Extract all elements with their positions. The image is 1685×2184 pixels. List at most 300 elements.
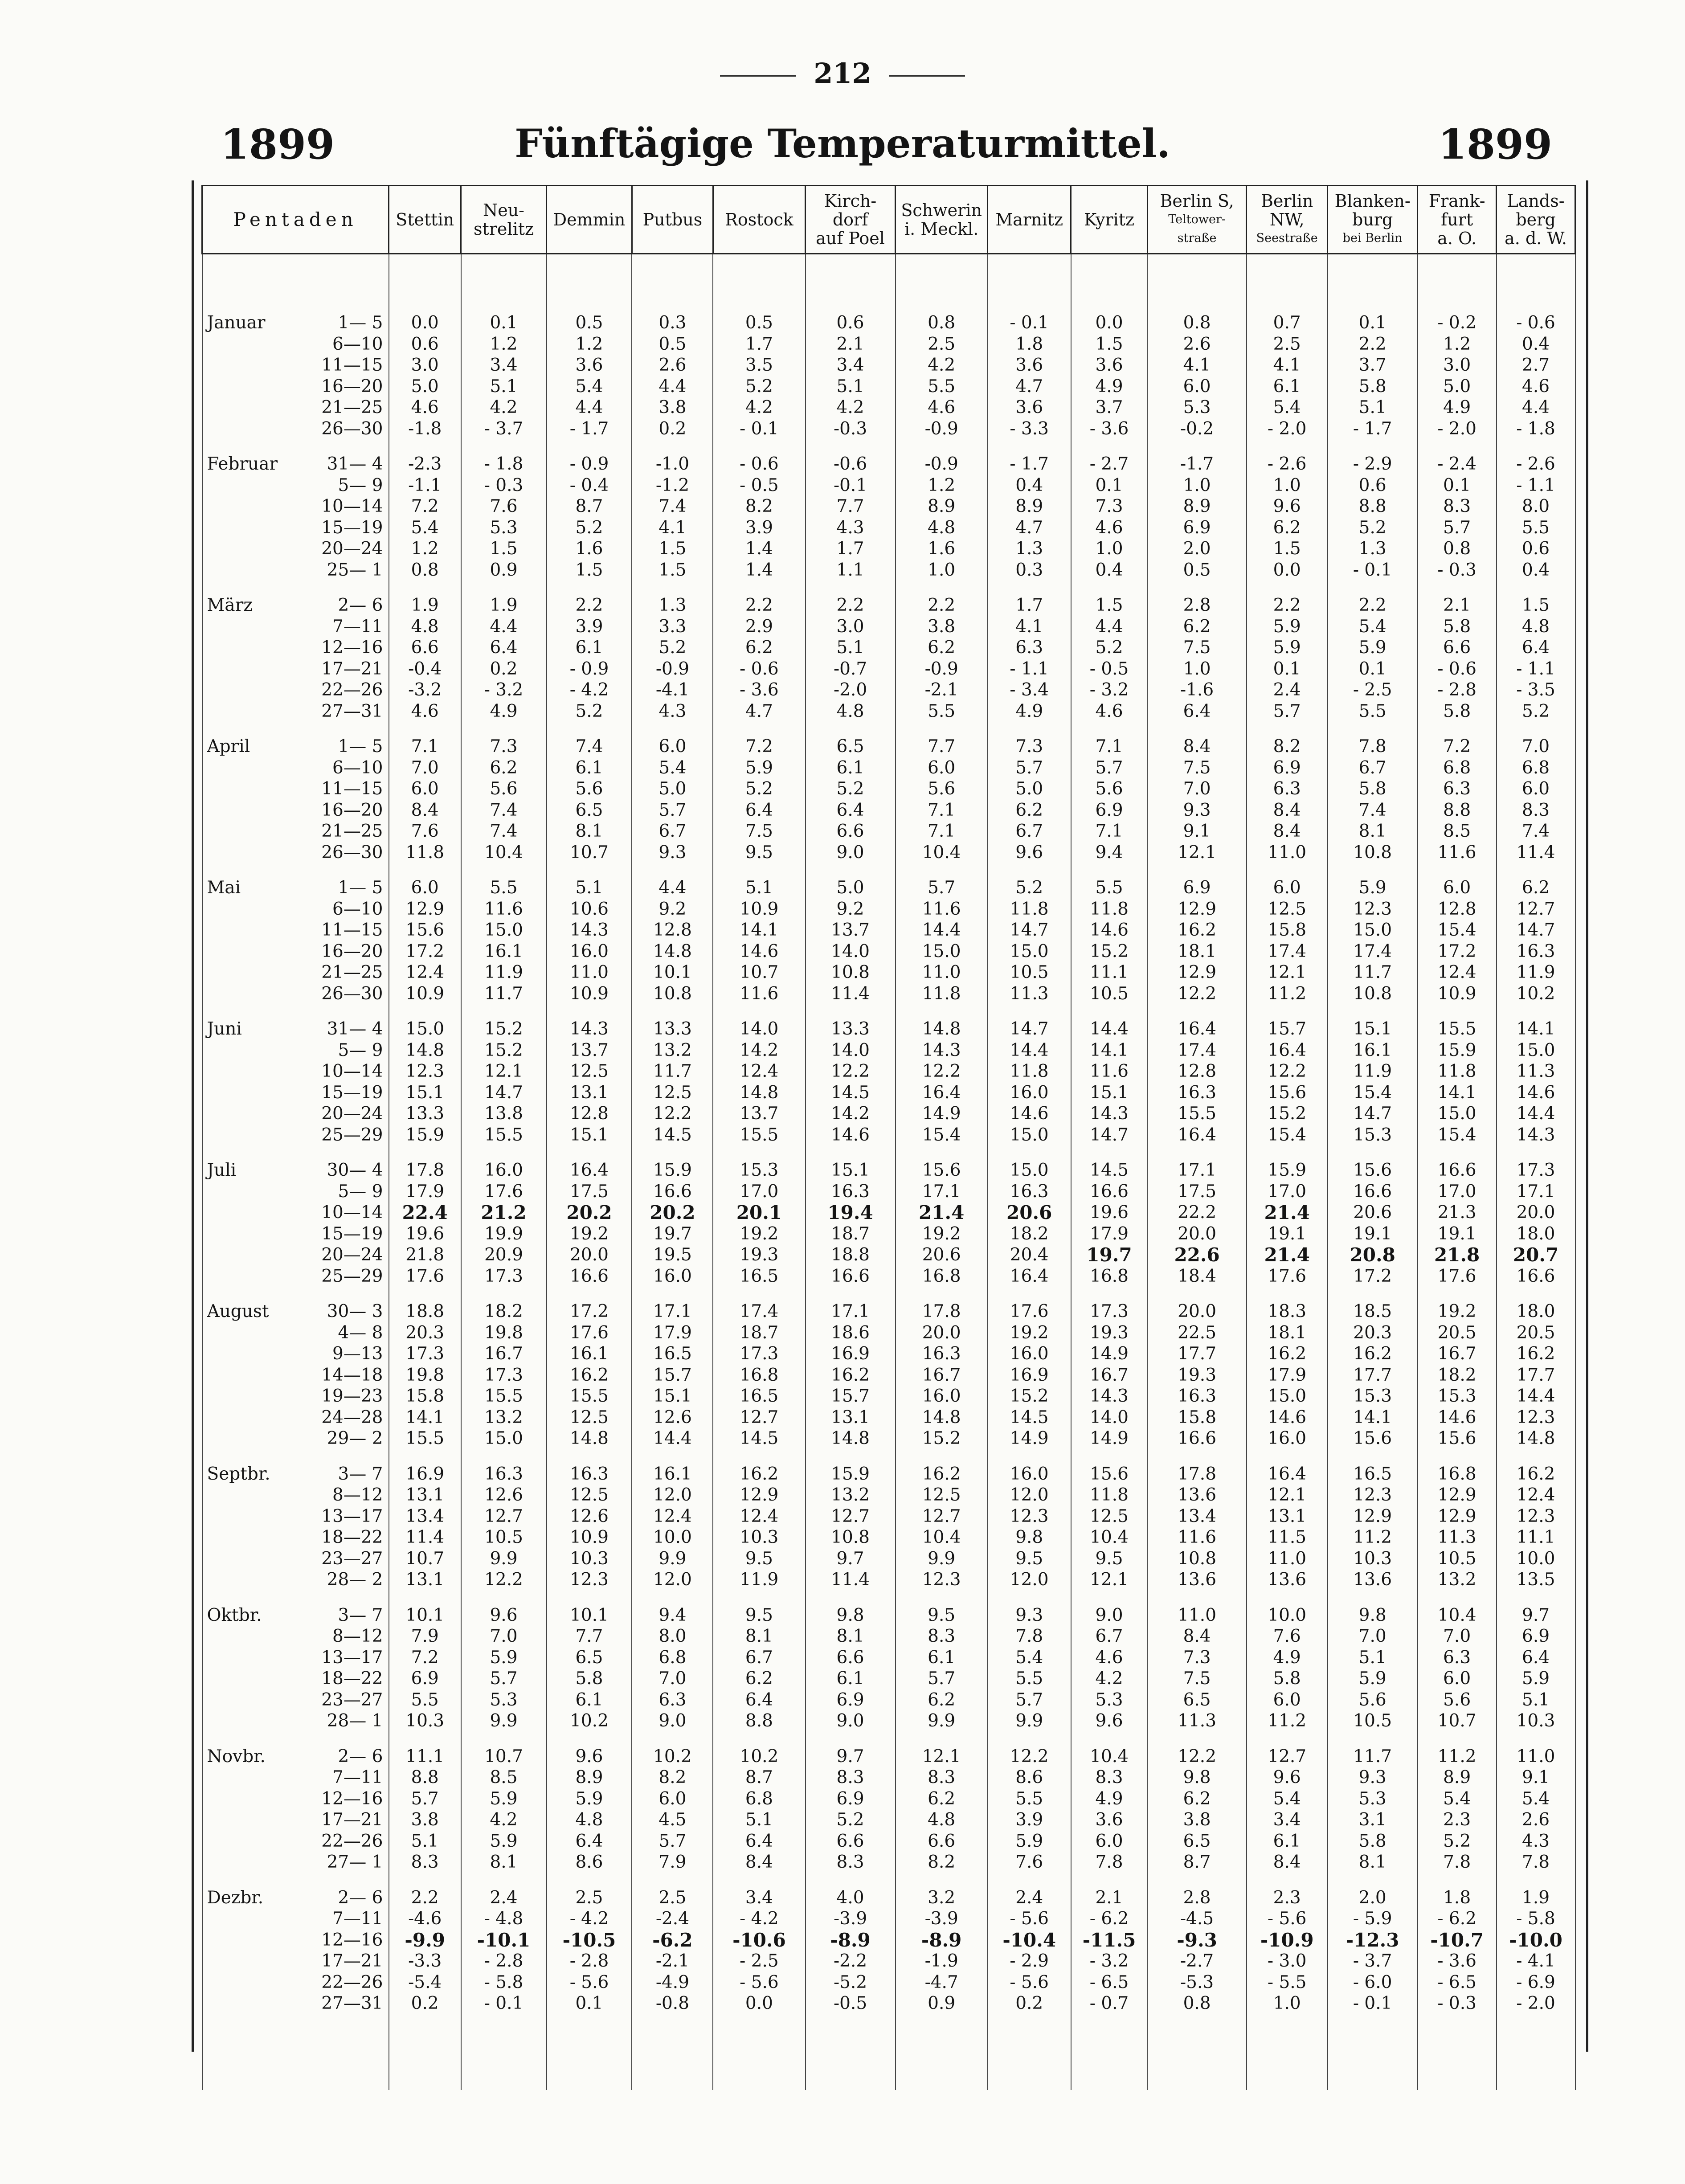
pentade-cell bbox=[202, 800, 389, 821]
spacer-cell bbox=[632, 2014, 713, 2090]
temperature-cell: 12.6 bbox=[632, 1407, 713, 1428]
pentade-cell bbox=[202, 1506, 389, 1527]
spacer-cell bbox=[461, 2014, 547, 2090]
temperature-cell: 20.9 bbox=[461, 1244, 547, 1266]
temperature-cell: 7.1 bbox=[896, 800, 988, 821]
month-label: Januar bbox=[207, 313, 266, 333]
temperature-cell: 6.5 bbox=[547, 800, 632, 821]
temperature-cell: 10.8 bbox=[1147, 1548, 1246, 1570]
spacer-cell bbox=[1418, 1287, 1497, 1301]
temperature-cell: - 2.6 bbox=[1497, 454, 1575, 475]
temperature-cell: 6.5 bbox=[1147, 1831, 1246, 1852]
temperature-cell: 6.4 bbox=[1497, 637, 1575, 658]
temperature-cell: - 2.5 bbox=[1328, 679, 1418, 701]
temperature-cell: 18.0 bbox=[1497, 1301, 1575, 1322]
temperature-cell: 16.3 bbox=[1147, 1386, 1246, 1407]
temperature-cell: 12.4 bbox=[713, 1506, 805, 1527]
temperature-cell: 14.4 bbox=[1071, 1018, 1148, 1040]
table-row bbox=[202, 736, 1575, 757]
temperature-cell: 11.2 bbox=[1247, 983, 1328, 1005]
temperature-cell: 14.5 bbox=[632, 1125, 713, 1146]
spacer-cell bbox=[1247, 1287, 1328, 1301]
pentade-range: 10—14 bbox=[321, 1061, 383, 1081]
spacer-cell bbox=[547, 2014, 632, 2090]
temperature-cell: 7.2 bbox=[1418, 736, 1497, 757]
spacer-cell bbox=[1147, 722, 1246, 736]
table-row bbox=[202, 1266, 1575, 1287]
temperature-cell: 7.6 bbox=[461, 496, 547, 517]
temperature-cell: 6.4 bbox=[713, 1689, 805, 1711]
temperature-cell: 10.3 bbox=[547, 1548, 632, 1570]
spacer-cell bbox=[1071, 722, 1148, 736]
table-row bbox=[202, 1061, 1575, 1082]
temperature-cell: 10.3 bbox=[1328, 1548, 1418, 1570]
spacer-cell bbox=[632, 1004, 713, 1018]
temperature-cell: 8.7 bbox=[547, 496, 632, 517]
temperature-cell: 2.4 bbox=[988, 1887, 1071, 1909]
temperature-cell: 16.4 bbox=[547, 1160, 632, 1181]
spacer-cell bbox=[806, 581, 896, 595]
temperature-cell: 16.5 bbox=[1328, 1464, 1418, 1485]
temperature-cell: 16.6 bbox=[632, 1181, 713, 1202]
spacer-cell bbox=[202, 254, 389, 313]
spacer-cell bbox=[1328, 722, 1418, 736]
pentade-cell bbox=[202, 538, 389, 560]
spacer-cell bbox=[713, 1873, 805, 1887]
temperature-cell: 11.8 bbox=[1071, 1485, 1148, 1506]
temperature-cell: 18.6 bbox=[806, 1322, 896, 1344]
temperature-cell: 15.7 bbox=[806, 1386, 896, 1407]
temperature-cell: - 0.1 bbox=[1328, 560, 1418, 581]
spacer-cell bbox=[1497, 1145, 1575, 1160]
temperature-cell: 3.4 bbox=[461, 355, 547, 376]
temperature-cell: 12.2 bbox=[1247, 1061, 1328, 1082]
temperature-cell: 8.3 bbox=[1497, 800, 1575, 821]
spacer-row bbox=[202, 439, 1575, 454]
table-row bbox=[202, 1668, 1575, 1689]
temperature-cell: 6.0 bbox=[632, 736, 713, 757]
temperature-cell: 6.7 bbox=[988, 821, 1071, 842]
temperature-cell: 15.5 bbox=[461, 1125, 547, 1146]
spacer-cell bbox=[1418, 722, 1497, 736]
temperature-cell: 6.8 bbox=[1497, 757, 1575, 779]
temperature-cell: - 1.7 bbox=[1328, 418, 1418, 440]
temperature-cell: 12.3 bbox=[1328, 899, 1418, 920]
table-row bbox=[202, 637, 1575, 658]
temperature-cell: 12.1 bbox=[1247, 1485, 1328, 1506]
temperature-cell: 8.9 bbox=[988, 496, 1071, 517]
temperature-cell: 9.6 bbox=[1247, 496, 1328, 517]
temperature-cell: 6.9 bbox=[389, 1668, 461, 1689]
temperature-cell: 20.3 bbox=[389, 1322, 461, 1344]
temperature-cell: 3.6 bbox=[547, 355, 632, 376]
temperature-cell: 8.9 bbox=[547, 1767, 632, 1788]
pentade-cell bbox=[202, 1386, 389, 1407]
temperature-cell: 8.0 bbox=[1497, 496, 1575, 517]
spacer-cell bbox=[1247, 2014, 1328, 2090]
temperature-cell: 2.3 bbox=[1418, 1809, 1497, 1831]
station-header-line: Kyritz bbox=[1084, 210, 1135, 229]
pentade-range: 1— 5 bbox=[338, 878, 383, 898]
temperature-cell: 0.1 bbox=[547, 1993, 632, 2014]
pentade-range: 17—21 bbox=[321, 658, 383, 679]
temperature-cell: 4.6 bbox=[896, 397, 988, 418]
temperature-cell: 16.2 bbox=[1497, 1464, 1575, 1485]
temperature-cell: 5.9 bbox=[461, 1788, 547, 1810]
temperature-cell: 9.0 bbox=[1071, 1605, 1148, 1626]
temperature-cell: 22.6 bbox=[1147, 1244, 1246, 1266]
temperature-cell: 5.6 bbox=[461, 778, 547, 800]
temperature-cell: 15.4 bbox=[1328, 1082, 1418, 1104]
temperature-cell: 10.3 bbox=[1497, 1710, 1575, 1732]
temperature-cell: 7.0 bbox=[632, 1668, 713, 1689]
temperature-cell: 15.6 bbox=[896, 1160, 988, 1181]
temperature-cell: 6.4 bbox=[713, 800, 805, 821]
station-header-line: berg bbox=[1516, 210, 1556, 229]
temperature-cell: 4.1 bbox=[988, 616, 1071, 638]
temperature-cell: 5.2 bbox=[806, 778, 896, 800]
temperature-cell: 7.4 bbox=[1328, 800, 1418, 821]
temperature-cell: -2.1 bbox=[896, 679, 988, 701]
temperature-cell: 7.5 bbox=[713, 821, 805, 842]
temperature-cell: 0.0 bbox=[1247, 560, 1328, 581]
temperature-cell: 4.4 bbox=[632, 877, 713, 899]
spacer-cell bbox=[632, 1591, 713, 1605]
temperature-cell: - 0.6 bbox=[713, 658, 805, 680]
spacer-cell bbox=[806, 1004, 896, 1018]
temperature-cell: 0.7 bbox=[1247, 312, 1328, 334]
temperature-cell: 6.0 bbox=[389, 778, 461, 800]
temperature-cell: 6.9 bbox=[1497, 1626, 1575, 1647]
pentade-cell bbox=[202, 475, 389, 496]
temperature-cell: 8.6 bbox=[988, 1767, 1071, 1788]
temperature-cell: -3.9 bbox=[896, 1908, 988, 1930]
pentade-cell bbox=[202, 757, 389, 779]
temperature-cell: 7.1 bbox=[1071, 736, 1148, 757]
spacer-row bbox=[202, 1732, 1575, 1746]
table-row bbox=[202, 1569, 1575, 1591]
temperature-cell: 1.0 bbox=[1147, 475, 1246, 496]
temperature-cell: 1.2 bbox=[896, 475, 988, 496]
temperature-cell: 14.7 bbox=[988, 920, 1071, 941]
temperature-cell: 4.3 bbox=[806, 517, 896, 539]
temperature-cell: -0.3 bbox=[806, 418, 896, 440]
temperature-cell: - 0.3 bbox=[1418, 560, 1497, 581]
temperature-cell: 10.2 bbox=[547, 1710, 632, 1732]
spacer-cell bbox=[1147, 439, 1246, 454]
pentade-range: 27—31 bbox=[321, 701, 383, 721]
station-header bbox=[1247, 186, 1328, 254]
temperature-cell: 1.0 bbox=[1247, 475, 1328, 496]
temperature-cell: 16.6 bbox=[1071, 1181, 1148, 1202]
temperature-cell: 19.2 bbox=[713, 1223, 805, 1245]
pentade-range: 25— 1 bbox=[327, 560, 383, 580]
temperature-cell: 0.6 bbox=[1497, 538, 1575, 560]
header-row bbox=[202, 186, 1575, 254]
temperature-cell: 4.8 bbox=[389, 616, 461, 638]
spacer-cell bbox=[389, 2014, 461, 2090]
temperature-cell: - 0.2 bbox=[1418, 312, 1497, 334]
spacer-cell bbox=[988, 1287, 1071, 1301]
temperature-cell: 4.2 bbox=[461, 397, 547, 418]
temperature-cell: 13.7 bbox=[713, 1103, 805, 1125]
temperature-cell: 9.0 bbox=[806, 842, 896, 863]
spacer-cell bbox=[1247, 1004, 1328, 1018]
temperature-cell: 1.5 bbox=[461, 538, 547, 560]
temperature-cell: 5.0 bbox=[1418, 376, 1497, 397]
spacer-row bbox=[202, 1449, 1575, 1464]
temperature-cell: 8.9 bbox=[1418, 1767, 1497, 1788]
temperature-cell: 12.9 bbox=[389, 899, 461, 920]
table-row bbox=[202, 1485, 1575, 1506]
station-header-line: dorf bbox=[832, 210, 868, 229]
temperature-cell: -4.7 bbox=[896, 1972, 988, 1993]
temperature-cell: 9.9 bbox=[988, 1710, 1071, 1732]
temperature-cell: 20.7 bbox=[1497, 1244, 1575, 1266]
spacer-cell bbox=[547, 1287, 632, 1301]
temperature-cell: 11.2 bbox=[1418, 1746, 1497, 1767]
temperature-cell: 5.7 bbox=[632, 800, 713, 821]
temperature-cell: 6.2 bbox=[1247, 517, 1328, 539]
pentade-cell bbox=[202, 1464, 389, 1485]
temperature-cell: 0.1 bbox=[1071, 475, 1148, 496]
spacer-cell bbox=[1071, 1145, 1148, 1160]
temperature-cell: 15.5 bbox=[461, 1386, 547, 1407]
temperature-cell: 16.6 bbox=[1147, 1428, 1246, 1449]
temperature-cell: 3.6 bbox=[1071, 355, 1148, 376]
pentade-range: 17—21 bbox=[321, 1810, 383, 1830]
temperature-cell: -1.0 bbox=[632, 454, 713, 475]
spacer-cell bbox=[1418, 863, 1497, 877]
temperature-cell: 4.1 bbox=[1147, 355, 1246, 376]
temperature-cell: 5.0 bbox=[632, 778, 713, 800]
temperature-cell: 2.6 bbox=[1497, 1809, 1575, 1831]
temperature-cell: 7.5 bbox=[1147, 757, 1246, 779]
temperature-cell: 7.0 bbox=[389, 757, 461, 779]
spacer-cell bbox=[547, 1004, 632, 1018]
table-row bbox=[202, 821, 1575, 842]
pentade-cell bbox=[202, 1202, 389, 1223]
temperature-cell: 3.0 bbox=[1418, 355, 1497, 376]
temperature-cell: 4.9 bbox=[461, 701, 547, 722]
temperature-cell: 6.1 bbox=[806, 1668, 896, 1689]
temperature-cell: 0.3 bbox=[988, 560, 1071, 581]
temperature-cell: 6.1 bbox=[547, 637, 632, 658]
temperature-cell: 3.7 bbox=[1328, 355, 1418, 376]
temperature-cell: 0.1 bbox=[1328, 658, 1418, 680]
temperature-cell: 19.5 bbox=[632, 1244, 713, 1266]
pentade-cell bbox=[202, 1710, 389, 1732]
pentade-cell bbox=[202, 454, 389, 475]
temperature-cell: 0.0 bbox=[713, 1993, 805, 2014]
temperature-cell: 0.2 bbox=[988, 1993, 1071, 2014]
temperature-cell: 16.2 bbox=[1147, 920, 1246, 941]
temperature-cell: 6.2 bbox=[1147, 616, 1246, 638]
temperature-cell: 15.0 bbox=[1247, 1386, 1328, 1407]
temperature-cell: 6.2 bbox=[713, 1668, 805, 1689]
temperature-cell: 2.6 bbox=[1147, 334, 1246, 355]
spacer-cell bbox=[202, 439, 389, 454]
spacer-cell bbox=[461, 254, 547, 313]
temperature-cell: 16.9 bbox=[806, 1343, 896, 1365]
station-header-line: Berlin S, bbox=[1160, 191, 1234, 211]
spacer-cell bbox=[202, 1732, 389, 1746]
station-header-line: NW, bbox=[1269, 210, 1305, 229]
pentade-cell bbox=[202, 312, 389, 334]
table-row bbox=[202, 1407, 1575, 1428]
temperature-cell: 10.5 bbox=[1071, 983, 1148, 1005]
temperature-cell: 4.4 bbox=[1497, 397, 1575, 418]
temperature-cell: 3.4 bbox=[1247, 1809, 1328, 1831]
temperature-cell: -10.9 bbox=[1247, 1930, 1328, 1951]
temperature-cell: 5.2 bbox=[713, 376, 805, 397]
spacer-cell bbox=[713, 722, 805, 736]
temperature-cell: 7.8 bbox=[988, 1626, 1071, 1647]
spacer-cell bbox=[389, 1449, 461, 1464]
temperature-cell: 19.8 bbox=[461, 1322, 547, 1344]
temperature-cell: 0.9 bbox=[461, 560, 547, 581]
temperature-cell: 3.8 bbox=[632, 397, 713, 418]
temperature-cell: 16.2 bbox=[713, 1464, 805, 1485]
spacer-cell bbox=[988, 1004, 1071, 1018]
temperature-cell: 1.5 bbox=[632, 538, 713, 560]
temperature-cell: 0.5 bbox=[713, 312, 805, 334]
temperature-cell: 14.3 bbox=[547, 920, 632, 941]
temperature-cell: 2.2 bbox=[547, 595, 632, 616]
temperature-cell: 18.2 bbox=[1418, 1365, 1497, 1386]
temperature-cell: 1.0 bbox=[1071, 538, 1148, 560]
temperature-cell: 6.1 bbox=[1247, 376, 1328, 397]
temperature-cell: 1.5 bbox=[1071, 334, 1148, 355]
temperature-cell: 12.4 bbox=[1418, 962, 1497, 983]
temperature-cell: 8.4 bbox=[1247, 821, 1328, 842]
temperature-cell: 4.9 bbox=[1071, 1788, 1148, 1810]
pentade-cell bbox=[202, 1647, 389, 1669]
table-row bbox=[202, 757, 1575, 779]
pentade-cell bbox=[202, 1930, 389, 1951]
spacer-cell bbox=[1247, 1873, 1328, 1887]
spacer-cell bbox=[1497, 722, 1575, 736]
temperature-cell: 5.4 bbox=[1328, 616, 1418, 638]
temperature-cell: 11.4 bbox=[389, 1527, 461, 1548]
temperature-cell: -2.2 bbox=[806, 1951, 896, 1972]
temperature-cell: 5.6 bbox=[896, 778, 988, 800]
temperature-cell: 1.3 bbox=[632, 595, 713, 616]
temperature-cell: 12.1 bbox=[1247, 962, 1328, 983]
temperature-cell: 3.8 bbox=[896, 616, 988, 638]
temperature-cell: 0.2 bbox=[389, 1993, 461, 2014]
spacer-cell bbox=[1247, 1732, 1328, 1746]
temperature-cell: 5.8 bbox=[1328, 778, 1418, 800]
spacer-cell bbox=[547, 1591, 632, 1605]
temperature-cell: 11.0 bbox=[1247, 842, 1328, 863]
temperature-cell: 2.6 bbox=[632, 355, 713, 376]
temperature-cell: 14.5 bbox=[713, 1428, 805, 1449]
table-row bbox=[202, 1343, 1575, 1365]
temperature-cell: 21.8 bbox=[389, 1244, 461, 1266]
temperature-cell: 16.1 bbox=[1328, 1040, 1418, 1061]
temperature-cell: 17.2 bbox=[389, 941, 461, 962]
table-row bbox=[202, 1689, 1575, 1711]
pentade-range: 26—30 bbox=[321, 983, 383, 1004]
spacer-cell bbox=[988, 1873, 1071, 1887]
temperature-cell: 5.5 bbox=[1497, 517, 1575, 539]
station-header-line: Seestraße bbox=[1256, 231, 1318, 245]
temperature-cell: 11.4 bbox=[1497, 842, 1575, 863]
temperature-cell: 5.2 bbox=[806, 1809, 896, 1831]
spacer-cell bbox=[806, 2014, 896, 2090]
table-row bbox=[202, 1506, 1575, 1527]
temperature-cell: 8.6 bbox=[547, 1852, 632, 1873]
temperature-cell: 8.8 bbox=[1418, 800, 1497, 821]
temperature-cell: 2.7 bbox=[1497, 355, 1575, 376]
temperature-cell: 2.2 bbox=[1328, 595, 1418, 616]
temperature-cell: 11.8 bbox=[896, 983, 988, 1005]
temperature-cell: 6.2 bbox=[988, 800, 1071, 821]
spacer-cell bbox=[1147, 1449, 1246, 1464]
spacer-cell bbox=[1328, 254, 1418, 313]
temperature-cell: 12.9 bbox=[1328, 1506, 1418, 1527]
table-row bbox=[202, 1930, 1575, 1951]
station-header-line: bei Berlin bbox=[1342, 231, 1403, 245]
temperature-cell: 1.4 bbox=[713, 538, 805, 560]
temperature-cell: 14.9 bbox=[988, 1428, 1071, 1449]
temperature-cell: - 0.1 bbox=[1328, 1993, 1418, 2014]
station-header bbox=[547, 186, 632, 254]
temperature-cell: 6.4 bbox=[547, 1831, 632, 1852]
temperature-cell: -2.3 bbox=[389, 454, 461, 475]
temperature-cell: 20.4 bbox=[988, 1244, 1071, 1266]
temperature-cell: 10.3 bbox=[389, 1710, 461, 1732]
temperature-cell: 17.3 bbox=[1071, 1301, 1148, 1322]
spacer-row bbox=[202, 581, 1575, 595]
pentade-cell bbox=[202, 1040, 389, 1061]
month-label: Septbr. bbox=[207, 1464, 270, 1484]
spacer-cell bbox=[806, 1449, 896, 1464]
temperature-cell: 12.3 bbox=[1497, 1407, 1575, 1428]
temperature-cell: 4.4 bbox=[1071, 616, 1148, 638]
pentade-range: 6—10 bbox=[332, 757, 383, 778]
temperature-cell: 17.9 bbox=[632, 1322, 713, 1344]
temperature-cell: 4.8 bbox=[806, 701, 896, 722]
temperature-cell: 5.1 bbox=[806, 376, 896, 397]
temperature-cell: 2.2 bbox=[1328, 334, 1418, 355]
table-row bbox=[202, 1125, 1575, 1146]
temperature-cell: 14.8 bbox=[1497, 1428, 1575, 1449]
temperature-cell: 15.4 bbox=[1418, 920, 1497, 941]
spacer-cell bbox=[988, 1591, 1071, 1605]
spacer-cell bbox=[547, 722, 632, 736]
temperature-cell: 11.6 bbox=[1418, 842, 1497, 863]
temperature-cell: 17.6 bbox=[1418, 1266, 1497, 1287]
temperature-cell: 15.5 bbox=[389, 1428, 461, 1449]
table-row bbox=[202, 1386, 1575, 1407]
temperature-cell: 11.7 bbox=[1328, 962, 1418, 983]
pentade-cell bbox=[202, 679, 389, 701]
temperature-cell: 18.8 bbox=[806, 1244, 896, 1266]
temperature-cell: 13.2 bbox=[632, 1040, 713, 1061]
temperature-cell: 11.6 bbox=[1147, 1527, 1246, 1548]
temperature-cell: 6.8 bbox=[1418, 757, 1497, 779]
spacer-cell bbox=[896, 254, 988, 313]
pentade-range: 1— 5 bbox=[338, 736, 383, 757]
spacer-cell bbox=[202, 1287, 389, 1301]
temperature-cell: 10.1 bbox=[632, 962, 713, 983]
spacer-cell bbox=[806, 1873, 896, 1887]
spacer-cell bbox=[713, 1145, 805, 1160]
temperature-cell: 12.9 bbox=[1418, 1506, 1497, 1527]
pentade-range: 2— 6 bbox=[338, 595, 383, 615]
